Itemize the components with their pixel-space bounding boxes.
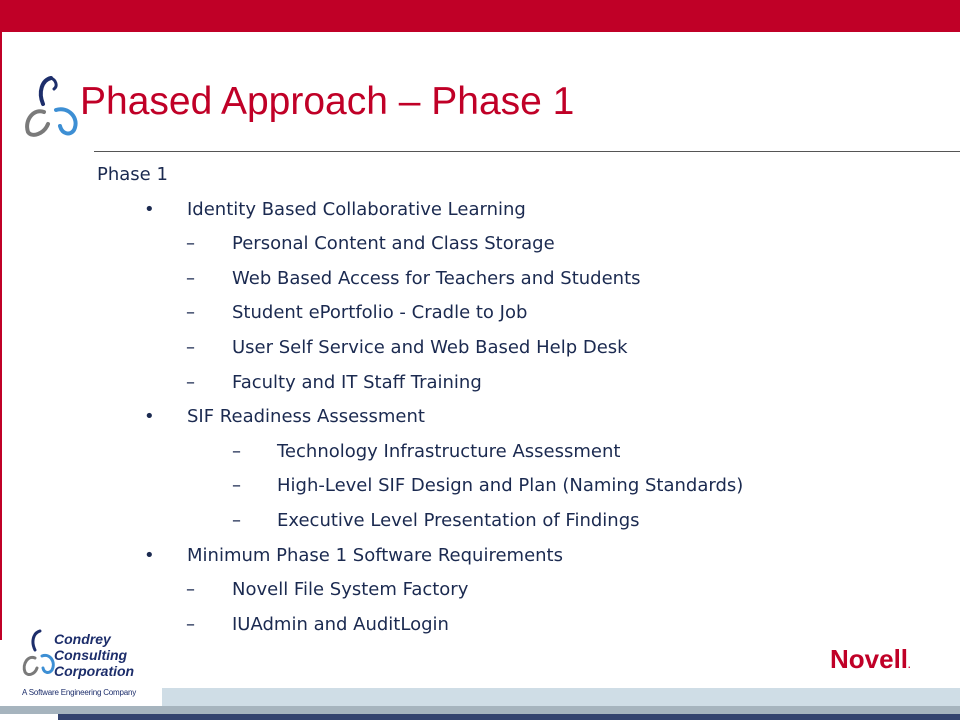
outline-item-text: Identity Based Collaborative Learning (187, 198, 526, 220)
novell-logo-mark: . (908, 660, 911, 670)
dash-marker: – (186, 613, 195, 635)
company-name-line-2: Consulting (54, 647, 128, 663)
company-tagline: A Software Engineering Company (22, 688, 137, 697)
bullet-marker: • (144, 198, 155, 220)
title-divider (94, 151, 960, 152)
outline-item-text: Technology Infrastructure Assessment (277, 440, 621, 462)
outline-item-text: IUAdmin and AuditLogin (232, 613, 449, 635)
dash-marker: – (186, 579, 195, 601)
company-name-line-1: Condrey (54, 631, 111, 647)
company-name-line-3: Corporation (54, 663, 135, 679)
footer-band-light (162, 688, 960, 706)
dash-marker: – (186, 371, 195, 393)
dash-marker: – (186, 267, 195, 289)
condrey-c-swirl-icon (22, 74, 82, 140)
dash-marker: – (232, 510, 241, 531)
dash-marker: – (232, 440, 241, 462)
dash-marker: – (186, 302, 195, 324)
bullet-marker: • (144, 544, 155, 566)
footer-band-mid (0, 706, 960, 714)
novell-logo (830, 644, 911, 680)
dash-marker: – (232, 475, 241, 497)
outline-item-text: High-Level SIF Design and Plan (Naming Standards) (277, 475, 744, 497)
outline-item-text: User Self Service and Web Based Help Desk (232, 337, 628, 358)
outline-item-text: Personal Content and Class Storage (232, 233, 555, 255)
outline-item-text: Executive Level Presentation of Findings (277, 510, 640, 531)
condrey-c-swirl-small-icon (22, 628, 56, 680)
top-accent-bar (0, 0, 960, 32)
footer-band-dark (58, 714, 960, 720)
outline-item-text: Web Based Access for Teachers and Students (232, 267, 641, 289)
slide-title: Phased Approach – Phase 1 (80, 80, 575, 123)
outline-item-text: Phase 1 (97, 164, 168, 185)
bullet-marker: • (144, 406, 155, 428)
outline-item-text: Minimum Phase 1 Software Requirements (187, 544, 563, 566)
dash-marker: – (186, 337, 195, 358)
outline-item-text: Novell File System Factory (232, 579, 469, 601)
outline-item-text: SIF Readiness Assessment (187, 406, 425, 428)
condrey-consulting-logo (22, 628, 162, 700)
outline-item-text: Faculty and IT Staff Training (232, 371, 482, 393)
left-accent-rule (0, 32, 2, 640)
outline-item-text: Student ePortfolio - Cradle to Job (232, 302, 528, 324)
novell-logo-text: Novell (830, 644, 909, 674)
dash-marker: – (186, 233, 195, 255)
